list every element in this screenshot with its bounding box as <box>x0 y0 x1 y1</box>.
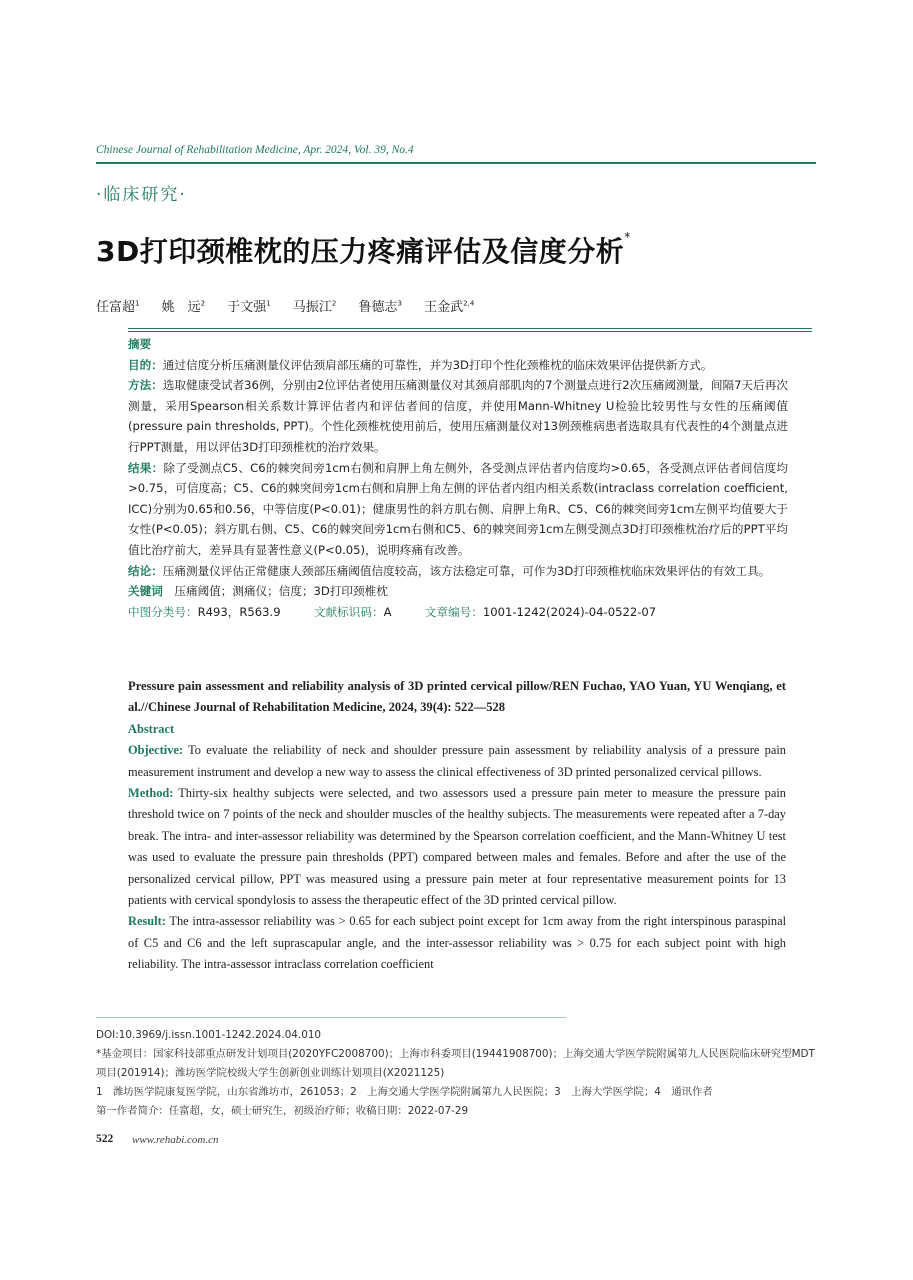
en-method: Method: Thirty-six healthy subjects were selected, and two assessors used a pressure pain meter to measure the pressure pain threshold twice on 7 points of the neck and shoulder muscles of the healthy subjects. The measurements were repeated after a 7-day break. The intra- and inter-assessor reliability was determined by the Spearson correlation coefficient, and the Mann-Whitney U test was used to evaluate the pressure pain thresholds (PPT) compared between males and females. Before and after the use of the personalized cervical pillow, PPT was measured using a pressure pain meter at four representative measurement points for 13 patients with cervical spondylosis to assess the therapeutic effect of the 3D printed cervical pillow. <box>128 786 787 908</box>
section-tag: ·临床研究· <box>96 185 187 205</box>
abstract-rule-1 <box>128 328 812 329</box>
journal-issue: Apr. 2024, Vol. 39, No.4 <box>303 144 414 156</box>
footnote-rule <box>96 1017 566 1018</box>
journal-website: www.rehabi.com.cn <box>132 1134 219 1146</box>
title-footnote-mark: * <box>624 230 631 244</box>
en-objective: Objective: To evaluate the reliability of neck and shoulder pressure pain assessment by reliability analysis of a pressure pain measurement instrument and develop a new way to assess the clinical effectiveness of 3D printed personalized cervical pillows. <box>128 743 787 779</box>
header-rule <box>96 162 816 164</box>
chinese-abstract <box>128 334 788 622</box>
journal-name: Chinese Journal of Rehabilitation Medicine, <box>96 144 301 156</box>
author-list <box>96 296 492 315</box>
abstract-rule-2 <box>128 331 812 332</box>
cn-objective: 目的：通过信度分析压痛测量仪评估颈肩部压痛的可靠性，并为3D打印个性化颈椎枕的临床效果评估提供新方式。 <box>128 357 713 372</box>
en-result: Result: The intra-assessor reliability was > 0.65 for each subject point except for 1cm away from the right interspinous paraspinal of C5 and C6 and the left suprascapular angle, and the inter-assessor reliability was > 0.75 for each subject point with high reliability. The intra-assessor intraclass correlation coefficient <box>128 914 787 972</box>
affiliations: 1 潍坊医学院康复医学院，山东省潍坊市，261053；2 上海交通大学医学院附属第九人民医院；3 上海大学医学院；4 通讯作者 <box>96 1086 713 1098</box>
cn-conclusion: 结论：压痛测量仪评估正常健康人颈部压痛阈值信度较高，该方法稳定可靠，可作为3D打印颈椎枕临床效果评估的有效工具。 <box>128 563 771 578</box>
author: 任富超$^1$ <box>96 299 140 315</box>
author: 姚 远$^2$ <box>161 299 206 315</box>
en-abstract-heading: Abstract <box>128 721 175 736</box>
author: 于文强$^1$ <box>227 299 271 315</box>
doi: DOI:10.3969/j.issn.1001-1242.2024.04.010 <box>96 1029 322 1041</box>
article-title-text: 3D打印颈椎枕的压力疼痛评估及信度分析 <box>96 235 625 268</box>
first-author-note: 第一作者简介：任富超，女，硕士研究生，初级治疗师；收稿日期：2022-07-29 <box>96 1105 469 1117</box>
en-citation: Pressure pain assessment and reliability analysis of 3D printed cervical pillow/REN Fuchao, YAO Yuan, YU Wenqiang, et al.//Chinese Journal of Rehabilitation Medicine, 2024, 39(4): 522—528 <box>128 679 786 715</box>
journal-header <box>96 144 414 156</box>
fund-note: *基金项目：国家科技部重点研发计划项目(2020YFC2008700)；上海市科委项目(19441908700)；上海交通大学医学院附属第九人民医院临床研究型MDT项目(201914)；潍坊医学院校级大学生创新创业训练计划项目(X2021125) <box>96 1048 815 1079</box>
cn-result: 结果：除了受测点C5、C6的棘突间旁1cm右侧和肩胛上角左侧外，各受测点评估者内信度均>0.65，各受测点评估者间信度均>0.75，可信度高；C5、C6的棘突间旁1cm右侧和肩胛上角左侧的评估者内组内相关系数(intraclass correlation coefficient, ICC)分别为0.65和0.56，中等信度(P<0.01)；健康男性的斜方肌右侧、肩胛上角R、C5、C6的棘突间旁1cm左侧平均值要大于女性(P<0.05)；斜方肌右侧、C5、C6的棘突间旁1cm右侧和C5、6的棘突间旁1cm左侧受测点3D打印颈椎枕治疗后的PPT平均值比治疗前大，差异具有显著性意义(P<0.05)，说明疼痛有改善。 <box>128 460 788 557</box>
english-abstract <box>128 676 786 976</box>
cn-abstract-heading: 摘要 <box>128 337 152 351</box>
author: 王金武$^{2,4}$ <box>424 299 475 315</box>
cn-classification: 中图分类号：R493，R563.9 文献标识码：A 文章编号：1001-1242(2024)-04-0522-07 <box>128 604 657 619</box>
article-title <box>96 230 631 270</box>
footnotes <box>96 1026 820 1121</box>
cn-method: 方法：选取健康受试者36例，分别由2位评估者使用压痛测量仪对其颈肩部肌肉的7个测量点进行2次压痛阈测量，间隔7天后再次测量，采用Spearson相关系数计算评估者内和评估者间的信度，并使用Mann-Whitney U检验比较男性与女性的压痛阈值(pressure pain thresholds, PPT)。个性化颈椎枕使用前后，使用压痛测量仪对13例颈椎病患者选取具有代表性的4个测量点进行PPT测量，用以评估3D打印颈椎枕的治疗效果。 <box>128 378 788 454</box>
page-number: 522 <box>96 1133 114 1145</box>
cn-keywords: 关键词 压痛阈值；测痛仪；信度；3D打印颈椎枕 <box>128 584 388 599</box>
author: 鲁德志$^3$ <box>358 299 402 315</box>
author: 马振江$^2$ <box>292 299 337 315</box>
